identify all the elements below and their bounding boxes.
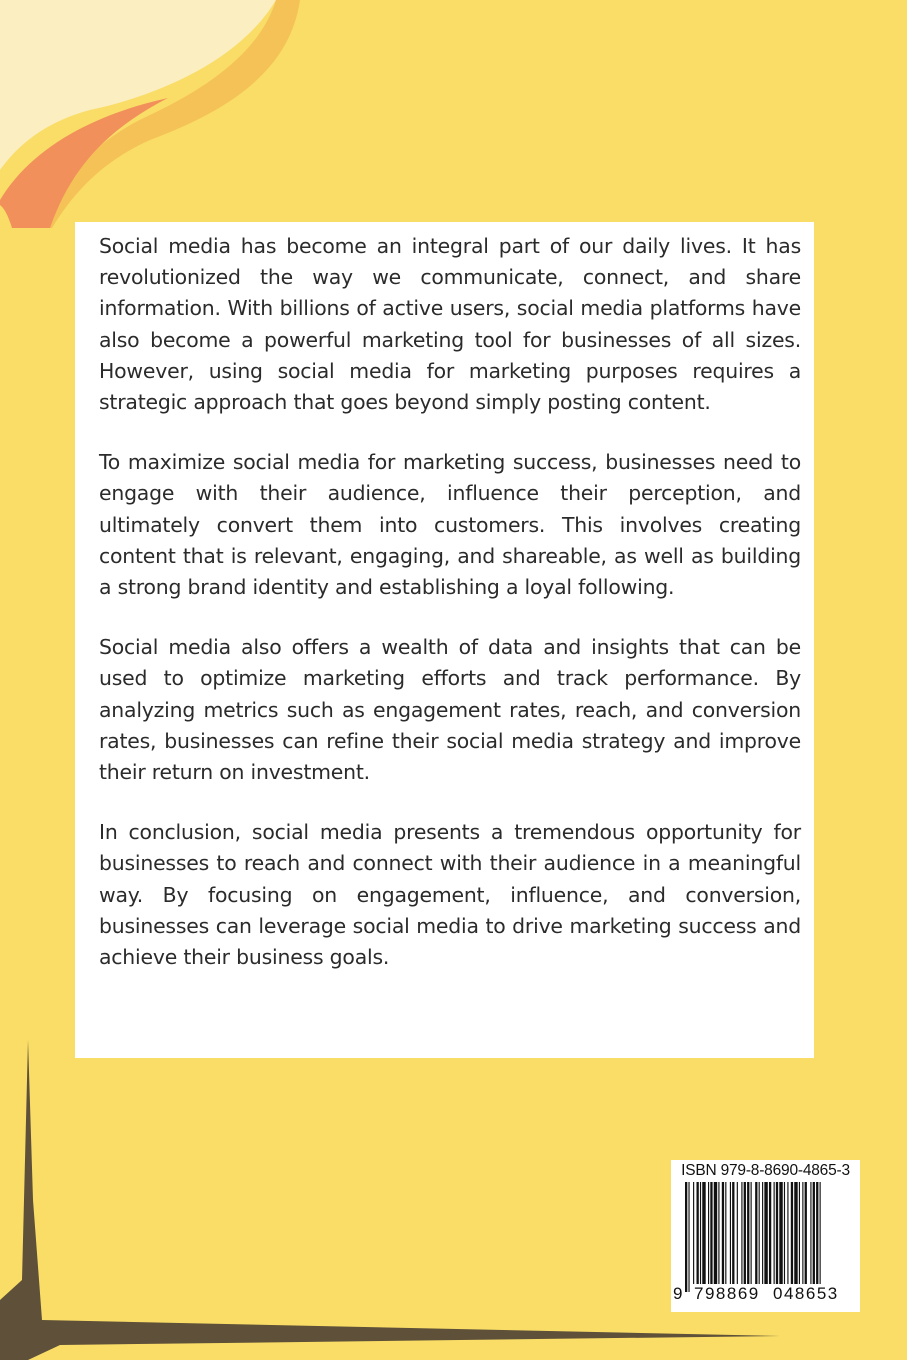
barcode-bar xyxy=(700,1182,701,1284)
barcode-bar xyxy=(802,1182,803,1284)
barcode-bar xyxy=(799,1182,800,1284)
barcode-bar xyxy=(688,1182,689,1292)
corner-shape xyxy=(0,1040,780,1360)
barcode-digit-first: 9 xyxy=(673,1284,683,1303)
barcode-digits-left: 798869 xyxy=(694,1284,760,1303)
barcode-bar xyxy=(710,1182,712,1284)
barcode-bar xyxy=(747,1182,749,1284)
blurb-paragraph-1: Social media has become an integral part of our daily lives. It has revolutionized the way we communicate, connect, and share information. With billions of active users, social media platforms have also become a powerful marketing tool for businesses of all sizes. However, using social media for marketing purposes requires a strategic approach that goes beyond simply posting content. xyxy=(99,234,801,415)
barcode-bar xyxy=(685,1182,687,1292)
barcode-bar xyxy=(816,1182,818,1284)
barcode-bar xyxy=(776,1182,778,1284)
barcode-bar xyxy=(718,1182,719,1284)
barcode-bar xyxy=(774,1182,775,1284)
barcode-bar xyxy=(730,1182,731,1284)
blurb-paragraph-3: Social media also offers a wealth of data and insights that can be used to optimize marketing efforts and track performance. By analyzing metrics such as engagement rates, reach, and conversion rates, businesses can refine their social media strategy and improve their return on investment. xyxy=(99,635,801,785)
barcode-bars-icon xyxy=(671,1182,860,1294)
barcode-bar xyxy=(697,1182,699,1284)
barcode-bar xyxy=(737,1182,738,1284)
barcode-bar xyxy=(779,1182,782,1284)
barcode-bar xyxy=(769,1182,771,1284)
barcode-bar xyxy=(741,1182,742,1284)
barcode-bar xyxy=(759,1182,760,1284)
barcode-bar xyxy=(820,1182,821,1292)
barcode-bar xyxy=(784,1182,785,1284)
barcode-bar xyxy=(693,1182,694,1284)
barcode-bar xyxy=(813,1182,815,1284)
isbn-label: ISBN 979-8-8690-4865-3 xyxy=(681,1162,850,1179)
barcode-bar xyxy=(755,1182,757,1292)
isbn-barcode xyxy=(671,1160,860,1312)
barcode-bar xyxy=(764,1182,767,1284)
barcode-bar xyxy=(702,1182,705,1284)
barcode-bar xyxy=(725,1182,726,1284)
barcode-bar xyxy=(708,1182,709,1284)
barcode-bar xyxy=(805,1182,807,1284)
blurb-paragraph-2: To maximize social media for marketing success, businesses need to engage with their audience, influence their perception, and ultimately convert them into customers. This involves creating content that is relevant, engaging, and shareable, as well as building a strong brand identity and establishing a loyal following. xyxy=(99,450,801,600)
barcode-bar xyxy=(791,1182,793,1284)
barcode-bar xyxy=(794,1182,797,1284)
barcode-digits-right: 048653 xyxy=(773,1284,839,1303)
barcode-bar xyxy=(714,1182,717,1284)
barcode-bar xyxy=(744,1182,746,1284)
blurb-paragraph-4: In conclusion, social media presents a tremendous opportunity for businesses to reach and connect with their audience in a meaningful way. By focusing on engagement, influence, and conversion, businesses can leverage social media to drive marketing success and achieve their business goals. xyxy=(99,820,801,970)
barcode-bar xyxy=(787,1182,788,1284)
barcode-bar xyxy=(810,1182,811,1284)
barcode-bar xyxy=(762,1182,763,1284)
barcode-bar xyxy=(732,1182,734,1284)
blurb-panel xyxy=(75,222,814,1058)
barcode-bar xyxy=(722,1182,724,1284)
barcode-bar xyxy=(751,1182,752,1284)
